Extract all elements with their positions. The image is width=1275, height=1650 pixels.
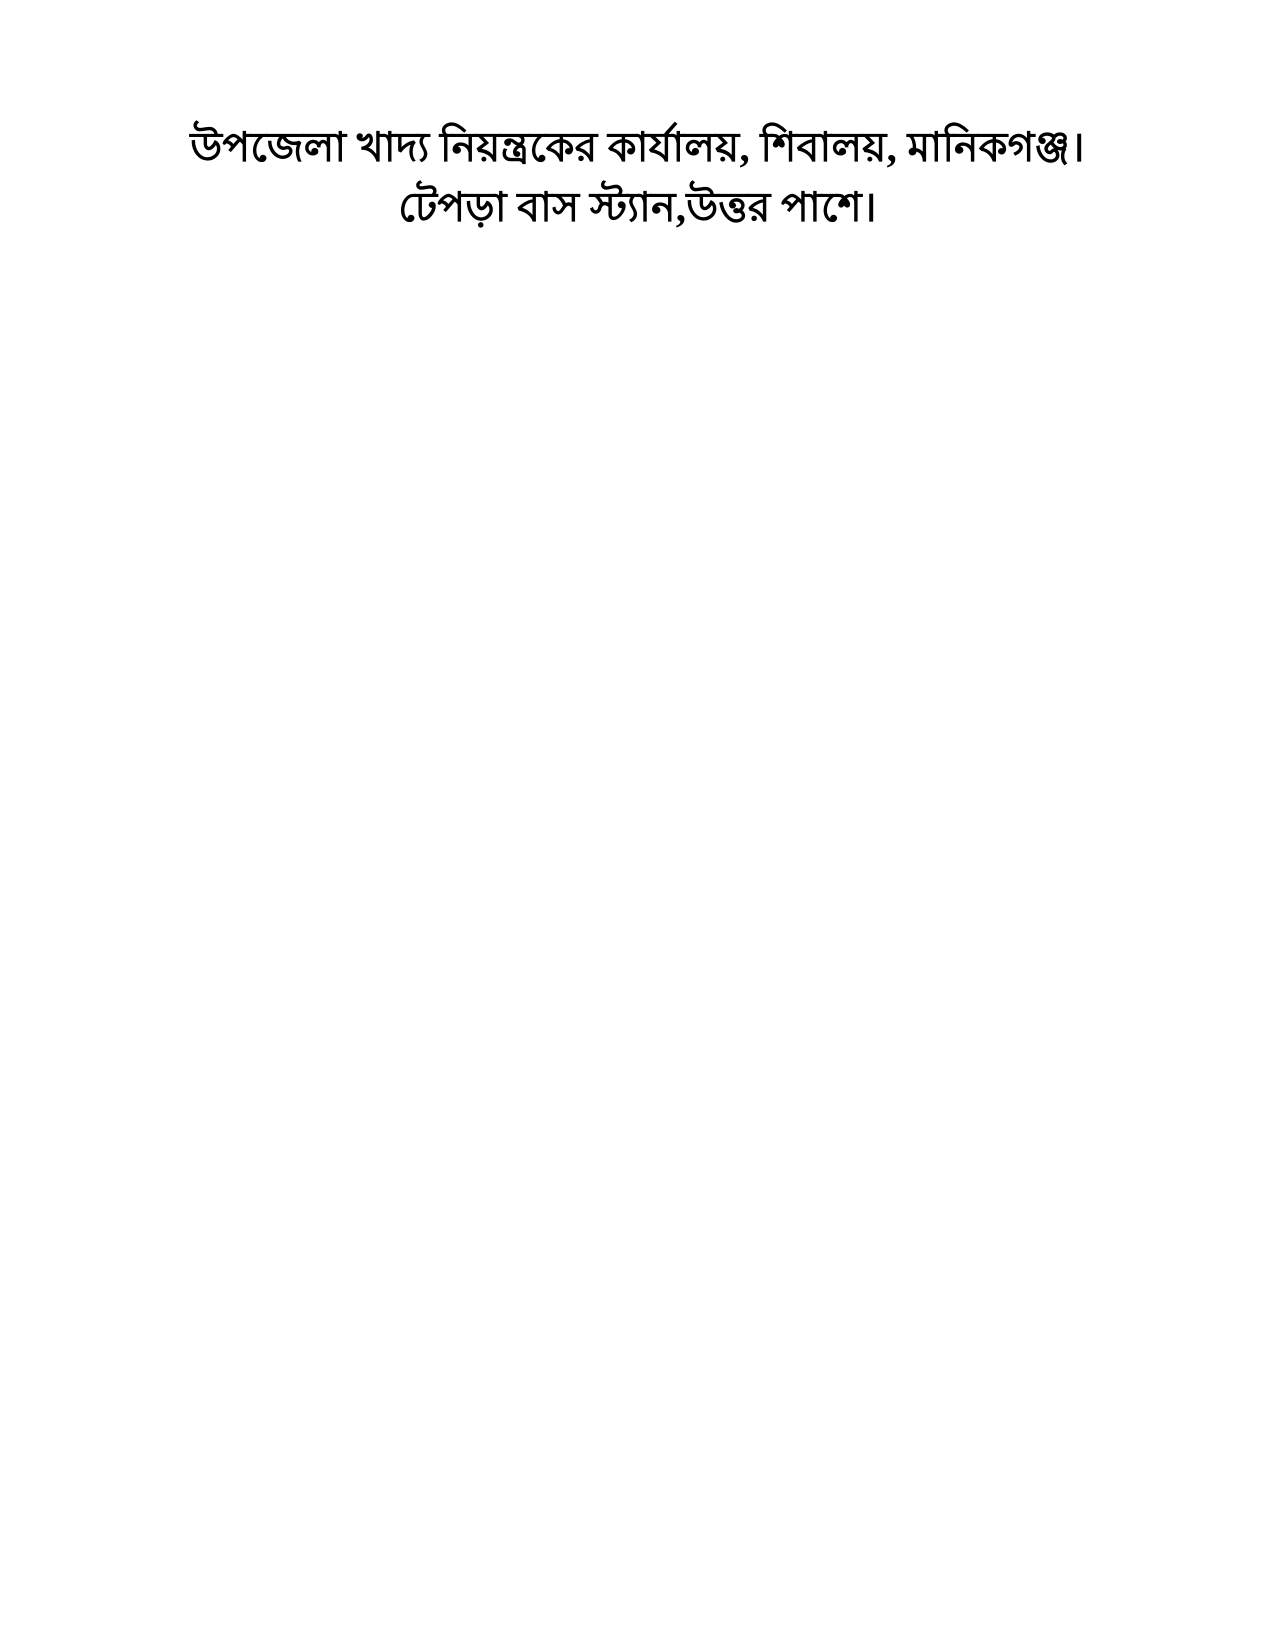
office-title-line: উপজেলা খাদ্য নিয়ন্ত্রকের কার্যালয়, শিবালয়, মানিকগঞ্জ। — [190, 124, 1085, 170]
heading-block — [150, 118, 1125, 236]
document-body — [150, 118, 1125, 236]
office-address-line: টেপড়া বাস স্ট্যান,উত্তর পাশে। — [398, 184, 877, 231]
